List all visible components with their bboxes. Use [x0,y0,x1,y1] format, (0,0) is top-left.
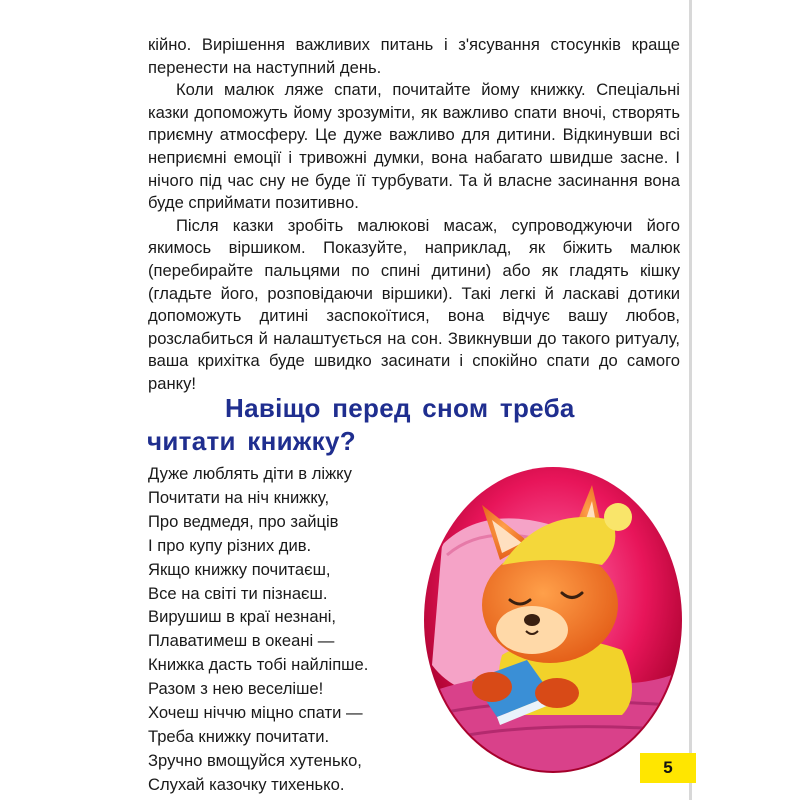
section-heading [145,392,605,458]
poem-line: Треба книжку почитати. [148,726,330,746]
poem-line: Разом з нею веселіше! [148,679,324,699]
paragraph-3: Після казки зробіть малюкові масаж, супроводжуючи його якимось віршиком. Показуйте, наприклад, як біжить малюк (перебирайте пальцями по спині дитини) або як гладять кішку (гладьте його, розповідаючи віршики). Такі легкі й ласкаві дотики допоможуть дитині заспокоїтися, вона відчує вашу любов, розслабиться й налаштується на сон. Звикнувши до такого ритуалу, ваша крихітка буде швидко засинати і спокійно спати до самого ранку! [148,215,680,393]
poem-line: І про купу різних див. [148,535,312,555]
fox-nose [524,614,540,626]
fox-paw-right [535,678,579,708]
poem-line: Дуже люблять діти в ліжку [148,464,352,483]
poem-line: Плаватимеш в океані — [148,631,335,651]
poem-line: Зручно вмощуйся хутенько, [148,750,362,770]
poem-line: Почитати на ніч книжку, [148,487,330,507]
poem-line: Хочеш ніччю міцно спати — [148,703,363,723]
poem-line: Книжка дасть тобі найліпше. [148,655,369,675]
poem [148,462,368,797]
page-number: 5 [640,753,696,783]
poem-line: Про ведмедя, про зайців [148,511,339,531]
heading-line-1: Навіщо перед сном треба [225,393,575,423]
poem-line: Все на світі ти пізнаєш. [148,583,328,603]
paragraph-2: Коли малюк ляже спати, почитайте йому книжку. Спеціальні казки допоможуть йому зрозуміти, як важливо спати вночі, створять приємну атмосферу. Це дуже важливо для дитини. Відкинувши всі неприємні емоції і тривожні думки, вона набагато швидше засне. І нічого під час сну не буде її турбувати. Та й власне засинання вона буде сприймати позитивно. [148,80,680,213]
heading-line-2: читати книжку? [147,426,356,456]
sleeping-fox-illustration [422,465,684,775]
poem-line: Якщо книжку почитаєш, [148,559,331,579]
poem-line: Вирушиш в краї незнані, [148,607,337,627]
page-margin [692,0,800,800]
body-text [148,34,680,396]
poem-line: Слухай казочку тихенько. [148,774,345,794]
nightcap-pompom [604,503,632,531]
paragraph-1: кійно. Вирішення важливих питань і з'ясування стосунків краще перенести на наступний день. [148,35,680,77]
fox-paw-left [472,672,512,702]
